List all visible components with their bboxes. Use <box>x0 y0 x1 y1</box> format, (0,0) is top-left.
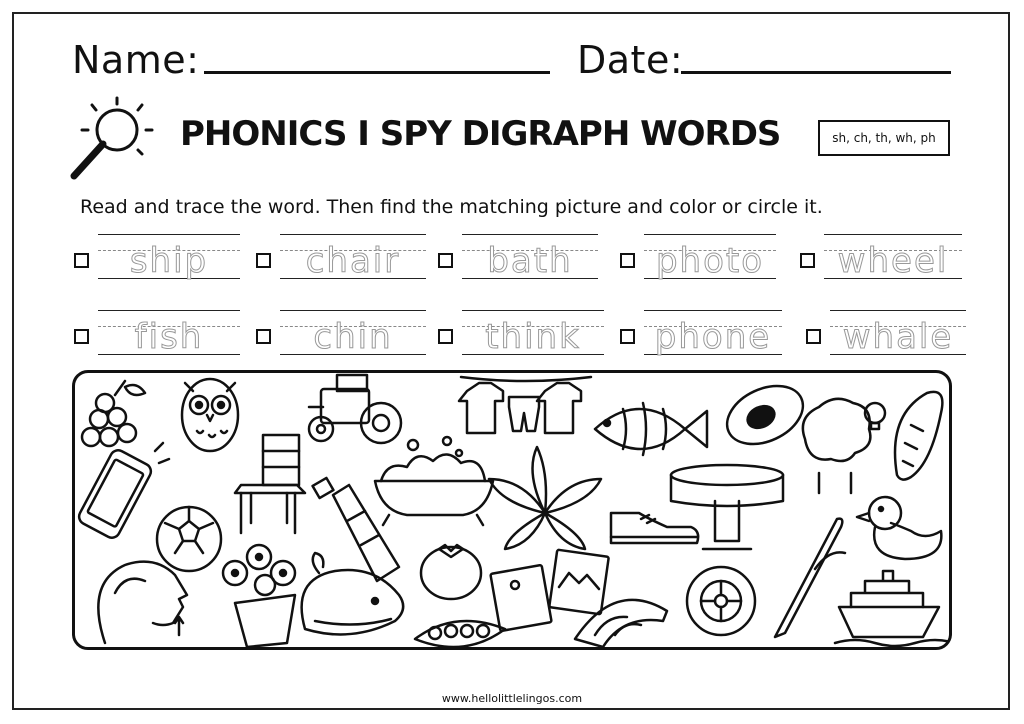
bread-icon[interactable] <box>895 392 942 480</box>
wheel-icon[interactable] <box>687 567 755 635</box>
trace-word[interactable]: phone <box>644 310 782 362</box>
name-field[interactable] <box>204 71 550 74</box>
shell-icon[interactable] <box>575 600 667 647</box>
date-label: Date: <box>577 38 684 82</box>
digraph-list: sh, ch, th, wh, ph <box>818 120 950 156</box>
trace-word[interactable]: think <box>462 310 604 362</box>
face-chin-icon[interactable] <box>98 562 187 643</box>
chair-icon[interactable] <box>235 435 305 533</box>
shirts-on-line-icon[interactable] <box>459 377 591 433</box>
trace-word[interactable]: wheel <box>824 234 962 286</box>
magnifier-icon <box>62 90 162 190</box>
whale-icon[interactable] <box>302 553 404 634</box>
tractor-icon[interactable] <box>309 375 401 443</box>
trace-word[interactable]: ship <box>98 234 240 286</box>
word-checkbox[interactable] <box>438 253 453 268</box>
worksheet-title: PHONICS I SPY DIGRAPH WORDS <box>180 114 781 154</box>
avocado-icon[interactable] <box>718 375 812 456</box>
stick-icon[interactable] <box>775 519 845 637</box>
brain-icon[interactable] <box>803 399 885 493</box>
word-checkbox[interactable] <box>74 329 89 344</box>
trace-word[interactable]: bath <box>462 234 598 286</box>
trace-word[interactable]: fish <box>98 310 240 362</box>
word-checkbox[interactable] <box>256 253 271 268</box>
ship-icon[interactable] <box>835 571 949 646</box>
name-label: Name: <box>72 38 200 82</box>
word-checkbox[interactable] <box>806 329 821 344</box>
word-checkbox[interactable] <box>438 329 453 344</box>
trace-word[interactable]: chair <box>280 234 426 286</box>
bottle-icon[interactable] <box>313 478 399 581</box>
trace-word[interactable]: whale <box>830 310 966 362</box>
word-checkbox[interactable] <box>74 253 89 268</box>
picture-panel <box>72 370 952 650</box>
fish-icon[interactable] <box>595 403 707 455</box>
lily-icon[interactable] <box>489 447 601 549</box>
soccer-ball-icon[interactable] <box>157 507 221 571</box>
word-checkbox[interactable] <box>620 329 635 344</box>
word-checkbox[interactable] <box>800 253 815 268</box>
sneaker-icon[interactable] <box>611 513 698 543</box>
phone-icon[interactable] <box>76 443 169 541</box>
peapod-icon[interactable] <box>415 621 505 647</box>
word-checkbox[interactable] <box>256 329 271 344</box>
flower-pot-icon[interactable] <box>223 545 295 647</box>
trace-word[interactable]: photo <box>644 234 776 286</box>
tomato-icon[interactable] <box>421 545 481 599</box>
instructions: Read and trace the word. Then find the matching picture and color or circle it. <box>80 196 823 218</box>
trace-word[interactable]: chin <box>280 310 426 362</box>
owl-icon[interactable] <box>182 379 238 451</box>
bathtub-icon[interactable] <box>375 437 493 525</box>
date-field[interactable] <box>681 71 951 74</box>
footer-website[interactable]: www.hellolittlelingos.com <box>441 692 583 705</box>
grapes-icon[interactable] <box>82 381 145 446</box>
word-checkbox[interactable] <box>620 253 635 268</box>
duck-icon[interactable] <box>857 497 941 559</box>
